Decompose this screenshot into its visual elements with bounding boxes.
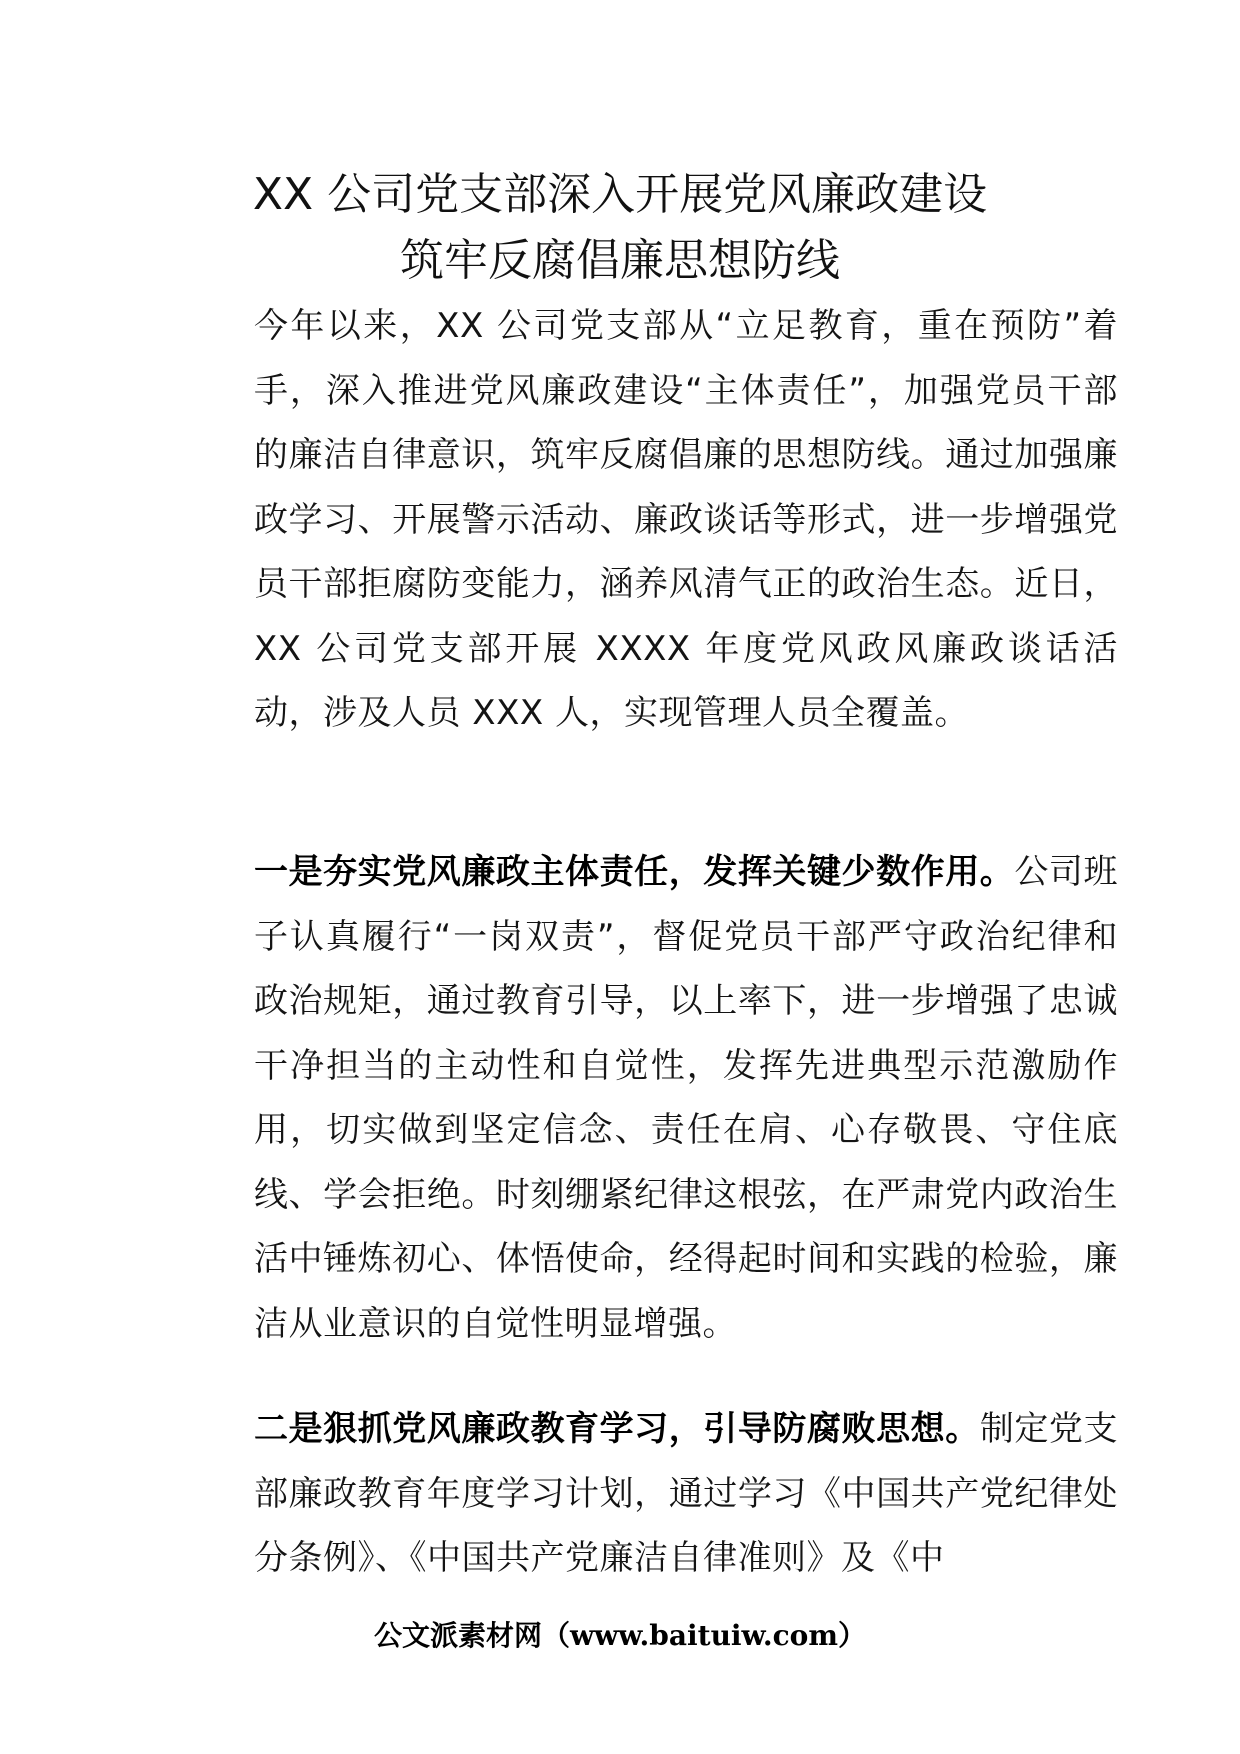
section-1-heading: 一是夯实党风廉政主体责任，发挥关键少数作用。 <box>254 852 1015 892</box>
document-title-line-1: XX 公司党支部深入开展党风廉政建设 <box>252 169 988 220</box>
footer-watermark: 公文派素材网（www.baituiw.com） <box>374 1619 866 1652</box>
section-2-body: 制定党支部廉政教育年度学习计划，通过学习《中国共产党纪律处分条例》、《中国共产党廉洁自律准则》及《中 <box>254 1409 1118 1578</box>
section-1-body: 公司班子认真履行“一岗双责”，督促党员干部严守政治纪律和政治规矩，通过教育引导，以上率下，进一步增强了忠诚干净担当的主动性和自觉性，发挥先进典型示范激励作用，切实做到坚定信念、责任在肩、心存敬畏、守住底线、学会拒绝。时刻绷紧纪律这根弦，在严肃党内政治生活中锤炼初心、体悟使命，经得起时间和实践的检验，廉洁从业意识的自觉性明显增强。 <box>254 852 1118 1344</box>
section-2-paragraph <box>186 1397 1118 1591</box>
section-2-heading: 二是狠抓党风廉政教育学习，引导防腐败思想。 <box>254 1409 980 1449</box>
document-title-line-2: 筑牢反腐倡廉思想防线 <box>400 235 840 286</box>
section-1-paragraph <box>186 840 1118 1356</box>
intro-paragraph: 今年以来，XX 公司党支部从“立足教育，重在预防”着手，深入推进党风廉政建设“主体责任”，加强党员干部的廉洁自律意识，筑牢反腐倡廉的思想防线。通过加强廉政学习、开展警示活动、廉政谈话等形式，进一步增强党员干部拒腐防变能力，涵养风清气正的政治生态。近日，XX 公司党支部开展 XXXX 年度党风政风廉政谈话活动，涉及人员 XXX 人，实现管理人员全覆盖。 <box>254 306 1118 733</box>
